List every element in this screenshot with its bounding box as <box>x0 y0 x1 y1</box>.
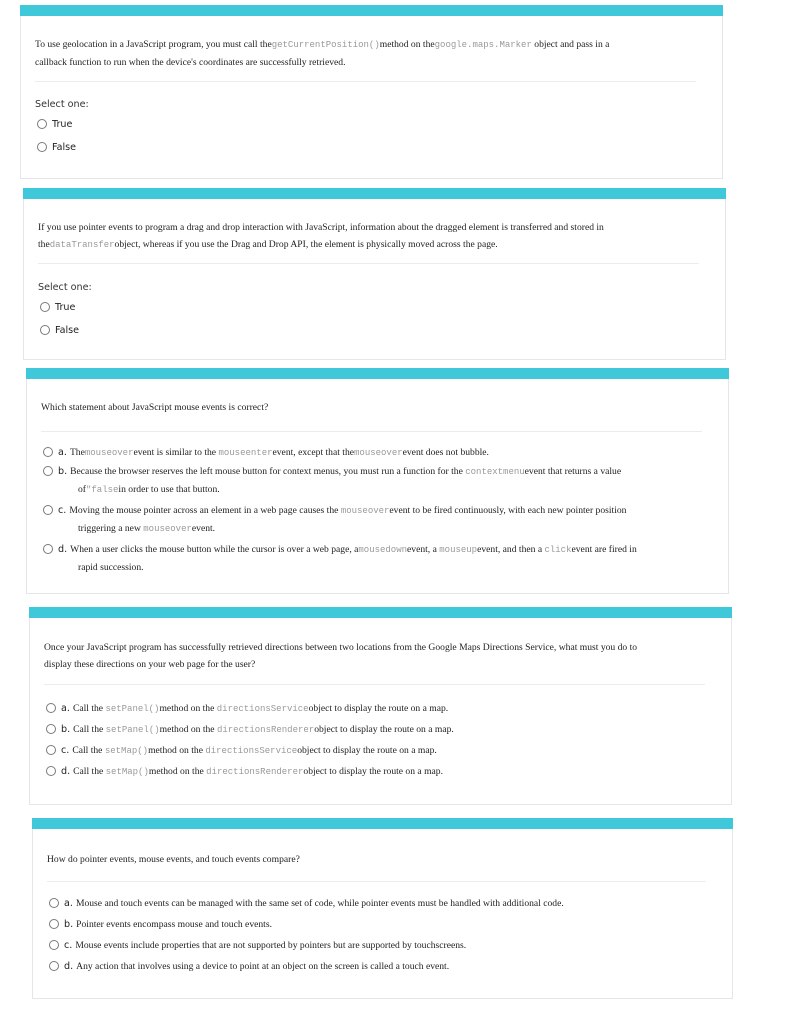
option-true[interactable]: True <box>40 299 699 317</box>
radio-button[interactable] <box>49 961 59 971</box>
radio-button[interactable] <box>49 919 59 929</box>
radio-button[interactable] <box>46 724 56 734</box>
divider <box>38 263 699 264</box>
option-a[interactable]: a. Mouse and touch events can be managed with the same set of code, while pointer events must be handled with additional code. <box>49 895 706 913</box>
radio-button[interactable] <box>46 766 56 776</box>
question-text: To use geolocation in a JavaScript program, you must call thegetCurrentPosition()method on thegoogle.maps.Marker object and pass in a callback function to run when the device's coordinates are successfully retrieved. <box>35 39 610 68</box>
divider <box>35 81 696 82</box>
select-one-label: Select one: <box>35 99 89 110</box>
select-one-label: Select one: <box>38 282 92 293</box>
radio-button[interactable] <box>49 898 59 908</box>
question-header-bar <box>32 818 733 829</box>
question-card-1 <box>20 5 723 179</box>
question-header-bar <box>26 368 729 379</box>
option-false[interactable]: False <box>40 322 699 340</box>
option-c[interactable]: c. Call the setMap()method on the directionsServiceobject to display the route on a map. <box>46 742 705 760</box>
divider <box>47 881 706 882</box>
option-true[interactable]: True <box>37 116 696 134</box>
question-header-bar <box>20 5 723 16</box>
radio-button[interactable] <box>46 703 56 713</box>
option-d[interactable]: d. Any action that involves using a device to point at an object on the screen is called a touch event. <box>49 958 706 976</box>
question-header-bar <box>23 188 726 199</box>
option-a[interactable]: a. Call the setPanel()method on the directionsServiceobject to display the route on a map. <box>46 700 705 718</box>
radio-button[interactable] <box>49 940 59 950</box>
divider <box>41 431 702 432</box>
question-header-bar <box>29 607 732 618</box>
radio-button[interactable] <box>40 325 50 335</box>
question-card-2 <box>23 188 726 360</box>
option-d[interactable]: d. Call the setMap()method on the directionsRendererobject to display the route on a map. <box>46 763 705 781</box>
question-text: Which statement about JavaScript mouse events is correct? <box>41 402 269 413</box>
radio-button[interactable] <box>43 544 53 554</box>
option-b[interactable]: b. Because the browser reserves the left mouse button for context menus, you must run a function for the contextmenuevent that returns a value of"falsein order to use that button. <box>43 463 702 499</box>
radio-button[interactable] <box>37 119 47 129</box>
question-card-3 <box>26 368 729 594</box>
option-b[interactable]: b. Call the setPanel()method on the directionsRendererobject to display the route on a map. <box>46 721 705 739</box>
question-text: Once your JavaScript program has successfully retrieved directions between two locations from the Google Maps Directions Service, what must you do to display these directions on your web page for the user? <box>44 642 638 670</box>
option-c[interactable]: c. Mouse events include properties that are not supported by pointers but are supported by touchscreens. <box>49 937 706 955</box>
question-card-4 <box>29 607 732 805</box>
radio-button[interactable] <box>40 302 50 312</box>
question-text: How do pointer events, mouse events, and touch events compare? <box>47 854 300 865</box>
radio-button[interactable] <box>37 142 47 152</box>
radio-button[interactable] <box>43 505 53 515</box>
divider <box>44 684 705 685</box>
radio-button[interactable] <box>46 745 56 755</box>
radio-button[interactable] <box>43 466 53 476</box>
option-b[interactable]: b. Pointer events encompass mouse and touch events. <box>49 916 706 934</box>
option-d[interactable]: d. When a user clicks the mouse button while the cursor is over a web page, amousedownevent, a mouseupevent, and then a clickevent are fired in rapid succession. <box>43 541 702 577</box>
option-false[interactable]: False <box>37 139 696 157</box>
option-a[interactable]: a. Themouseoverevent is similar to the mouseenterevent, except that themouseoverevent does not bubble. <box>43 444 702 462</box>
radio-button[interactable] <box>43 447 53 457</box>
question-text: If you use pointer events to program a drag and drop interaction with JavaScript, information about the dragged element is transferred and stored in thedataTransferobject, whereas if you use the Drag and Drop API, the element is physically moved across the page. <box>38 222 604 250</box>
option-c[interactable]: c. Moving the mouse pointer across an element in a web page causes the mouseoverevent to be fired continuously, with each new pointer position triggering a new mouseoverevent. <box>43 502 702 538</box>
question-card-5 <box>32 818 733 999</box>
